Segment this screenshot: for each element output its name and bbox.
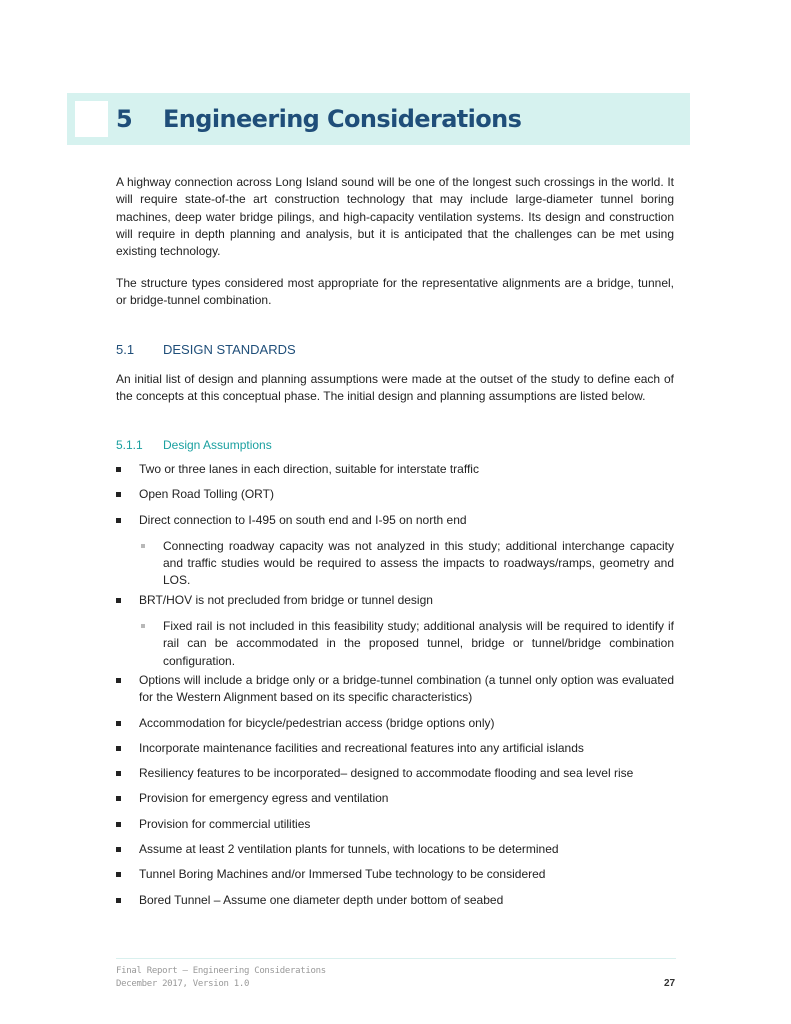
list-item-text: Options will include a bridge only or a bridge-tunnel combination (a tunnel only option was evaluated for the Western Alignment based on its specific characteristics) — [139, 672, 674, 705]
list-item-text: Resiliency features to be incorporated– designed to accommodate flooding and sea level rise — [139, 766, 634, 781]
section-number: 5.1 — [116, 342, 135, 357]
bullet-square-icon — [116, 796, 121, 801]
list-item — [116, 461, 674, 478]
list-item — [116, 841, 674, 858]
bullet-square-icon — [116, 721, 121, 726]
list-item — [116, 816, 674, 833]
sub-list-item — [116, 538, 674, 590]
intro-paragraph-2: The structure types considered most appropriate for the representative alignments are a bridge, tunnel, or bridge-tunnel combination. — [116, 276, 674, 308]
list-item — [116, 672, 674, 707]
sub-list-item-text: Connecting roadway capacity was not analyzed in this study; additional interchange capacity and traffic studies would be required to assess the impacts to roadways/ramps, geometry and LOS. — [163, 538, 674, 588]
list-item-text: Two or three lanes in each direction, suitable for interstate traffic — [139, 462, 479, 476]
section-paragraph: An initial list of design and planning assumptions were made at the outset of the study to define each of the concepts at this conceptual phase. The initial design and planning assumptions are listed below. — [116, 372, 674, 404]
list-item-text: Direct connection to I-495 on south end and I-95 on north end — [139, 512, 467, 527]
bullet-square-icon — [116, 678, 121, 683]
bullet-square-icon — [116, 771, 121, 776]
chapter-title-text: Engineering Considerations — [163, 105, 522, 133]
list-item-text: Accommodation for bicycle/pedestrian access (bridge options only) — [139, 715, 495, 730]
chapter-header-band — [67, 93, 690, 145]
footer-report-title: Final Report – Engineering Considerations — [116, 966, 326, 976]
bullet-square-icon — [116, 822, 121, 827]
bullet-square-icon — [116, 746, 121, 751]
list-item-text: Tunnel Boring Machines and/or Immersed Tube technology to be considered — [139, 867, 546, 882]
list-item — [116, 486, 674, 503]
sub-list-item — [116, 618, 674, 670]
design-assumptions-list — [116, 461, 674, 909]
list-item-text: Provision for commercial utilities — [139, 816, 311, 831]
bullet-square-icon — [116, 598, 121, 603]
subsection-number: 5.1.1 — [116, 438, 143, 452]
intro-paragraph-1: A highway connection across Long Island sound will be one of the longest such crossings in the world. It will require state-of-the art construction technology that may include large-diameter tunnel boring machines, deep water bridge pilings, and high-capacity ventilation systems. Its design and construction will require in depth planning and analysis, but it is anticipated that the challenges can be met using existing technology. — [116, 175, 674, 259]
bullet-square-icon — [116, 467, 121, 472]
list-item-text: Open Road Tolling (ORT) — [139, 487, 274, 502]
list-item — [116, 765, 674, 782]
list-item-text: Assume at least 2 ventilation plants for tunnels, with locations to be determined — [139, 842, 559, 857]
chapter-marker-square — [75, 101, 108, 137]
section-title: DESIGN STANDARDS — [163, 342, 296, 357]
list-item — [116, 592, 674, 609]
list-item-text: Bored Tunnel – Assume one diameter depth under bottom of seabed — [139, 892, 504, 907]
bullet-square-icon — [116, 492, 121, 497]
list-item-text: Incorporate maintenance facilities and recreational features into any artificial islands — [139, 740, 584, 755]
list-item — [116, 892, 674, 909]
bullet-square-icon — [116, 872, 121, 877]
sub-bullet-square-icon — [141, 544, 145, 548]
list-item — [116, 740, 674, 757]
footer-divider — [116, 958, 676, 959]
list-item — [116, 866, 674, 883]
bullet-square-icon — [116, 898, 121, 903]
chapter-title — [116, 101, 521, 137]
subsection-title: Design Assumptions — [163, 438, 272, 452]
list-item-text: BRT/HOV is not precluded from bridge or tunnel design — [139, 592, 433, 607]
chapter-number: 5 — [116, 105, 133, 133]
footer-version: December 2017, Version 1.0 — [116, 979, 250, 989]
bullet-square-icon — [116, 847, 121, 852]
list-item — [116, 715, 674, 732]
section-heading — [116, 342, 296, 357]
sub-list-item-text: Fixed rail is not included in this feasibility study; additional analysis will be required to identify if rail can be accommodated in the proposed tunnel, bridge or tunnel/bridge combination configuration. — [163, 619, 674, 668]
list-item — [116, 512, 674, 529]
list-item-text: Provision for emergency egress and ventilation — [139, 791, 389, 806]
list-item — [116, 790, 674, 807]
subsection-heading — [116, 438, 272, 452]
sub-bullet-square-icon — [141, 624, 145, 628]
page-number: 27 — [664, 978, 676, 989]
bullet-square-icon — [116, 518, 121, 523]
